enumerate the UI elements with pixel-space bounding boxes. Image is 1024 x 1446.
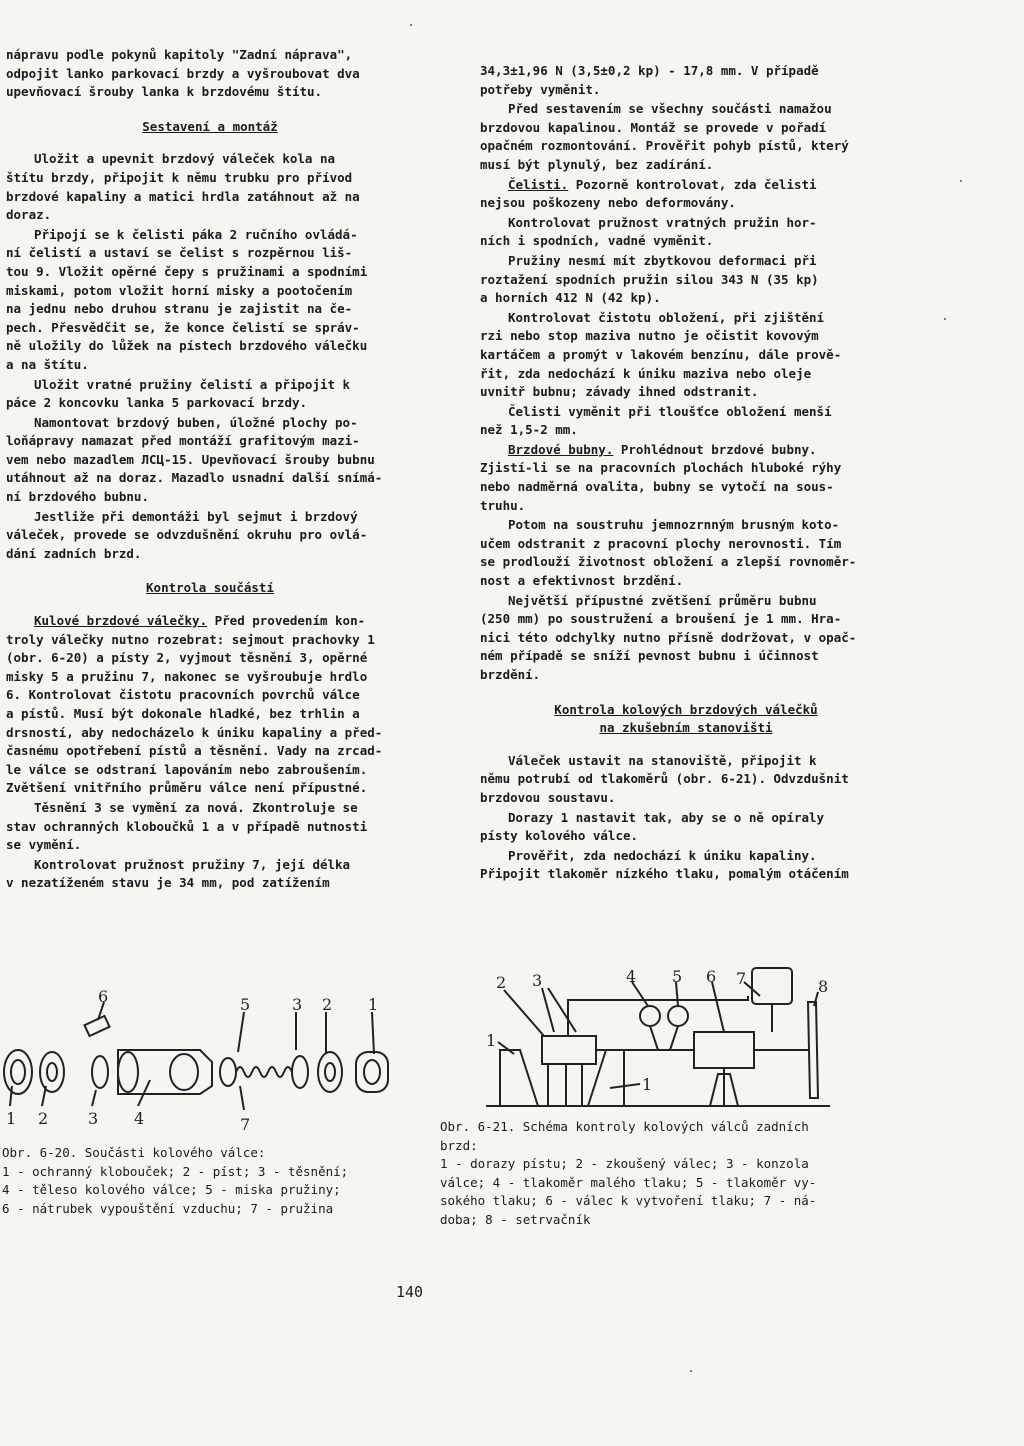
figure-caption-right: Obr. 6-21. Schéma kontroly kolových válců zadních brzd: 1 - dorazy pístu; 2 - zkoušený válec; 3 - konzola válce; 4 - tlakoměr malého tlaku; 5 - tlakoměr vy- sokého tlaku; 6 - válec k vytvoření tlaku; 7 - ná- doba; 8 - setrvačník: [440, 1119, 817, 1227]
right-column: [480, 62, 892, 885]
paragraph-title: Čelisti.: [508, 176, 569, 192]
paragraph: Dorazy 1 nastavit tak, aby se o ně opíraly písty kolového válce.: [480, 809, 825, 844]
paragraph: Čelisti vyměnit při tloušťce obložení menší než 1,5-2 mm.: [480, 403, 832, 438]
paragraph-body: Pozorně kontrolovat, zda čelisti nejsou poškozeny nebo deformovány.: [480, 176, 817, 211]
scan-speck: [960, 180, 962, 182]
scan-speck: [690, 1370, 692, 1372]
test-stand-schematic-figure: [478, 966, 858, 1116]
paragraph: Váleček ustavit na stanoviště, připojit k němu potrubí od tlakoměrů (obr. 6-21). Odvzdušnit brzdovou soustavu.: [480, 752, 849, 805]
paragraph-cylinders: [6, 612, 414, 798]
paragraph-body: Před provedením kon- troly válečky nutno rozebrat: sejmout prachovky 1 (obr. 6-20) a písty 2, vyjmout těsnění 3, opěrné misky 5 a pružinu 7, nakonec se vyšroubuje hrdlo 6. Kontrolovat čistotu pracovních povrchů válce a pístů. Musí být dokonale hladké, bez trhlin a drsností, aby nedocházelo k úniku kapaliny a před- časnému opotřebení pístů a těsnění. Vady na zrcad- le válce se odstraní lapováním nebo zabroušením. Zvětšení vnitřního průměru válce není přípustné.: [6, 613, 383, 796]
paragraph: Kontrolovat pružnost vratných pružin hor- ních i spodních, vadné vyměnit.: [480, 214, 817, 249]
callout-label: 5: [240, 995, 251, 1014]
page-number: 140: [396, 1283, 424, 1301]
paragraph: 34,3±1,96 N (3,5±0,2 kp) - 17,8 mm. V případě potřeby vyměnit.: [480, 63, 819, 97]
paragraph: Před sestavením se všechny součásti namažou brzdovou kapalinou. Montáž se provede v pořadí opačném rozmontování. Prověřit pohyb pístů, který musí být plynulý, bez zadírání.: [480, 101, 849, 172]
callout-label: 1: [642, 1075, 653, 1094]
callout-label: 3: [532, 971, 543, 990]
callout-label: 2: [496, 973, 507, 992]
callout-label: 4: [134, 1109, 145, 1128]
scan-speck: [944, 318, 946, 320]
callout-label: 8: [818, 977, 829, 996]
wheel-cylinder-exploded-figure: [0, 990, 400, 1140]
callout-label: 1: [6, 1109, 17, 1128]
callout-label: 2: [38, 1109, 49, 1128]
intro-paragraph: nápravu podle pokynů kapitoly "Zadní náprava", odpojit lanko parkovací brzdy a vyšroubovat dva upevňovací šrouby lanka k brzdovému štítu.: [6, 47, 360, 100]
heading-assembly: Sestavení a montáž: [142, 118, 278, 134]
callout-label: 3: [88, 1109, 99, 1128]
callout-label: 1: [486, 1031, 497, 1050]
callout-label: 6: [706, 967, 717, 986]
paragraph-body: Prohlédnout brzdové bubny. Zjistí-li se na pracovních plochách hluboké rýhy nebo nadměrná ovalita, bubny se vytočí na sous- truhu.: [480, 441, 842, 513]
paragraph: Uložit a upevnit brzdový váleček kola na štítu brzdy, připojit k němu trubku pro přívod brzdové kapaliny a matici hrdla zatáhnout až na doraz.: [6, 151, 360, 223]
callout-label: 6: [98, 990, 109, 1006]
callout-label: 1: [368, 995, 379, 1014]
heading-test-stand: Kontrola kolových brzdových válečků na zkušebním stanovišti: [554, 701, 818, 736]
callout-label: 3: [292, 995, 303, 1014]
paragraph: Jestliže při demontáži byl sejmut i brzdový váleček, provede se odvzdušnění okruhu pro ovlá- dání zadních brzd.: [6, 508, 368, 561]
paragraph-title: Brzdové bubny.: [508, 441, 614, 457]
paragraph: Potom na soustruhu jemnozrnným brusným koto- učem odstranit z pracovní plochy nerovnosti. Tím se prodlouží životnost obložení a zlepší rovnoměr- nost a efektivnost brzdění.: [480, 517, 857, 589]
callout-label: 5: [672, 967, 683, 986]
paragraph: Kontrolovat čistotu obložení, při zjištění rzi nebo stop maziva nutno je očistit kovovým kartáčem a promýt v lakovém benzínu, dále prově- řit, zda nedochází k úniku maziva nebo oleje uvnitř bubnu; závady ihned odstranit.: [480, 309, 842, 400]
paragraph-drums: [480, 441, 892, 515]
paragraph: Těsnění 3 se vymění za nová. Zkontroluje se stav ochranných kloboučků 1 a v případě nutnosti se vymění.: [6, 799, 368, 853]
left-column: [6, 46, 414, 894]
callout-label: 2: [322, 995, 333, 1014]
figure-caption-left: Obr. 6-20. Součásti kolového válce: 1 - ochranný klobouček; 2 - píst; 3 - těsnění; 4 - těleso kolového válce; 5 - miska pružiny; 6 - nátrubek vypouštění vzduchu; 7 - pružina: [2, 1145, 349, 1216]
callout-label: 7: [736, 969, 747, 988]
paragraph: Pružiny nesmí mít zbytkovou deformaci při roztažení spodních pružin silou 343 N (35 kp) a horních 412 N (42 kp).: [480, 252, 819, 306]
paragraph: Namontovat brzdový buben, úložné plochy po- loňápravy namazat před montáží grafitovým mazi- vem nebo mazadlem ЛСЦ-15. Upevňovací šrouby bubnu utáhnout až na doraz. Mazadlo usnadní další snímá- ní brzdového bubnu.: [6, 414, 383, 505]
heading-parts: Kontrola součástí: [146, 580, 274, 596]
paragraph: Kontrolovat pružnost pružiny 7, její délka v nezatíženém stavu je 34 mm, pod zatížením: [6, 856, 351, 891]
paragraph: Prověřit, zda nedochází k úniku kapaliny. Připojit tlakoměr nízkého tlaku, pomalým otáčením: [480, 847, 849, 882]
paragraph-shoes: [480, 176, 892, 213]
paragraph-title: Kulové brzdové válečky.: [34, 613, 208, 629]
paragraph: Připojí se k čelisti páka 2 ručního ovládá- ní čelistí a ustaví se čelist s rozpěrnou liš- tou 9. Vložit opěrné čepy s pružinami a spodními miskami, potom vložit horní misky a pootočením na jednu nebo druhou stranu je zajistit na če- pech. Přesvědčit se, že konce čelistí se správ- ně uložily do lůžek na pístech brzdového válečku a na štítu.: [6, 226, 368, 372]
callout-label: 7: [240, 1115, 251, 1134]
paragraph: Uložit vratné pružiny čelistí a připojit k páce 2 koncovku lanka 5 parkovací brzdy.: [6, 376, 351, 411]
callout-label: 4: [626, 967, 637, 986]
scan-speck: [410, 24, 412, 26]
paragraph: Největší přípustné zvětšení průměru bubnu (250 mm) po soustružení a broušení je 1 mm. Hra- nici této odchylky nutno přísně dodržovat, v opač- ném případě se sníží pevnost bubnu i účinnost brzdění.: [480, 592, 857, 682]
